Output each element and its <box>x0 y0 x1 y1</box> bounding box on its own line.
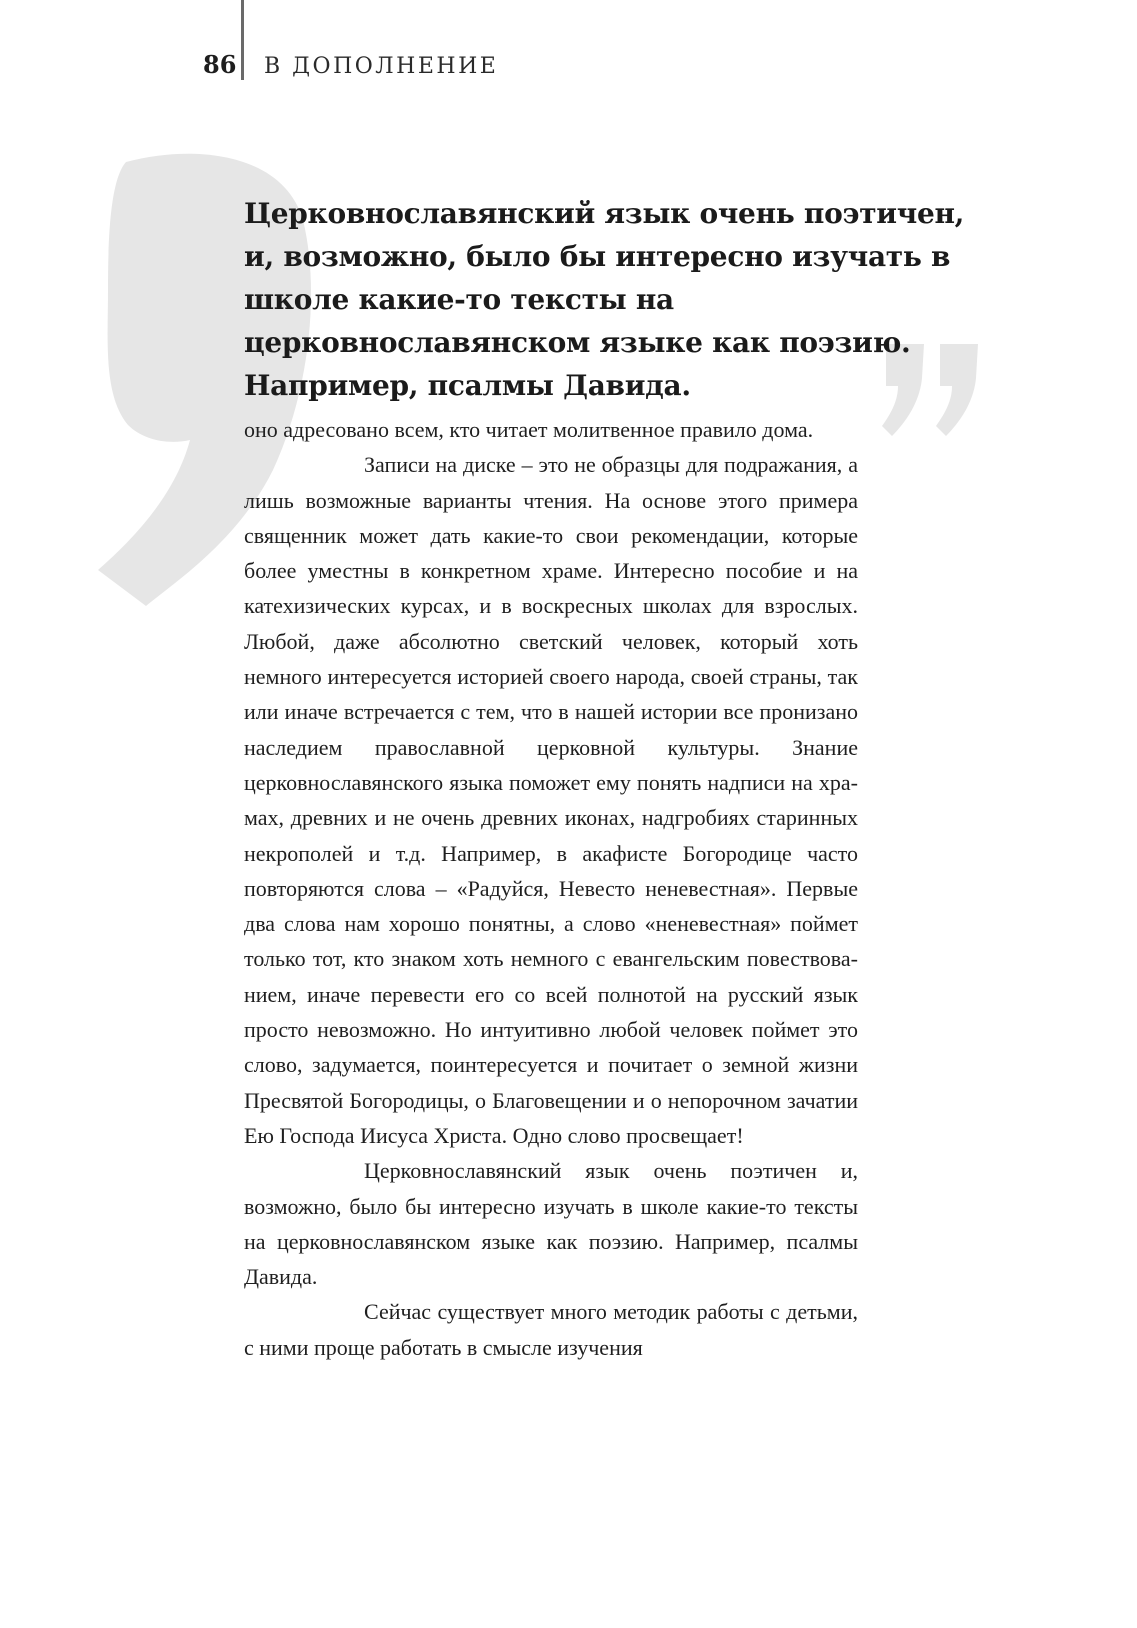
paragraph: Церковнославянский язык очень поэтичен и, возможно, было бы интересно изучать в школе какие-то тексты на церковнославянском языке как поэзию. Например, псалмы Давида. <box>244 1158 858 1290</box>
pull-quote: Церковнославянский язык очень поэтичен, и, возможно, было бы интересно изучать в школе какие-то тексты на церковнославянском языке как поэзию. Например, псалмы Давида. <box>244 197 965 402</box>
section-title: В ДОПОЛНЕНИЕ <box>264 54 499 79</box>
body-text <box>244 412 858 1365</box>
running-head <box>203 50 498 84</box>
paragraph: оно адресовано всем, кто читает молитвенное правило дома. <box>244 417 814 442</box>
paragraph: Записи на диске – это не образцы для подражания, а лишь возможные варианты чтения. На основе этого примера священник может дать какие-то свои рекомендации, которые более уместны в конкретном храме. Интересно пособие и на катехизических курсах, и в воскресных школах для взрослых. Любой, даже абсолютно светский человек, который хоть немного интересуется историей своего народа, своей страны, так или иначе встречается с тем, что в нашей истории все пронизано наследием православной церковной культуры. Знание церковнославянского языка поможет ему понять надписи на храмах, древних и не очень древних иконах, надгробиях старинных некрополей и т.д. Например, в акафисте Богородице часто повторяются слова – «Радуйся, Невесто неневестная». Первые два слова нам хорошо понятны, а слово «неневестная» поймет только тот, кто знаком хоть немного с евангельским повествованием, иначе перевести его со всей полнотой на русский язык просто невозможно. Но интуитивно любой человек поймет это слово, задумается, поинтересуется и почитает о земной жизни Пресвятой Богородицы, о Благовещении и о непорочном зачатии Ею Господа Иисуса Христа. Одно слово просвещает! <box>244 452 858 1148</box>
page-number: 86 <box>203 50 237 79</box>
paragraph: Сейчас существует много методик работы с детьми, с ними проще работать в смысле изучения <box>244 1299 858 1360</box>
